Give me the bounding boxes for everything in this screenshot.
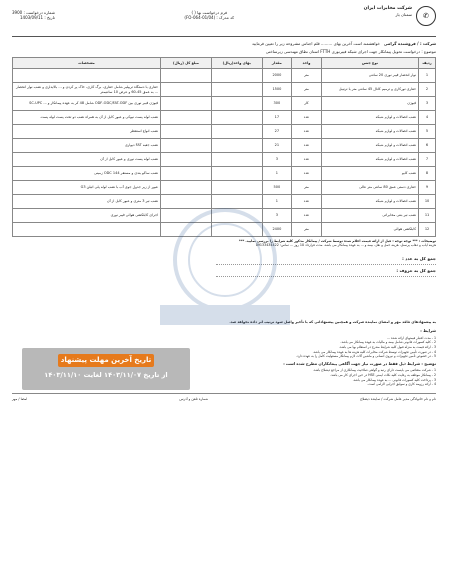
unit-cell: عدد xyxy=(292,125,322,139)
deadline-banner xyxy=(22,348,190,390)
sum-words-label: جمع کل به حروف : xyxy=(216,265,436,277)
unit-price-cell xyxy=(211,167,262,181)
table-row xyxy=(13,83,436,97)
col-header-total: مبلغ کل (ریال) xyxy=(161,58,212,69)
unit-price-cell xyxy=(211,69,262,83)
table-row xyxy=(13,223,436,237)
item-cell: کابلکشی هوائی xyxy=(321,223,418,237)
form-title-block xyxy=(184,6,234,20)
deadline-title: تاریخ آخرین مهلت پیشنهاد xyxy=(58,354,154,367)
row-number-cell: 12 xyxy=(419,223,436,237)
request-number-block xyxy=(12,6,55,20)
note-line-1: توضیحات : *** توجه توجه : قبل از ارائه قیمت اعلام شده توسط شرکت / پیمانکار مذکور کلیه شرایط را بررسی نمایید. *** xyxy=(239,239,436,243)
terms-item: 4 - در صورت تأمین تجهیزات توسط شرکت مخابرات کلیه هزینه ها به عهده پیمانکار می باشد. xyxy=(312,349,436,354)
addressee-line xyxy=(12,39,436,47)
row-number-cell: 8 xyxy=(419,167,436,181)
header xyxy=(12,6,436,34)
qty-cell: 1500 xyxy=(262,83,292,97)
spec-cell xyxy=(13,223,161,237)
unit-cell: متر xyxy=(292,181,322,195)
terms-item: 3 - ارائه قیمت به منزله قبول کلیه شرایط مندرج در استعلام بها می باشد. xyxy=(338,345,436,350)
greeting: خواهشمند است آخرین بهای ......... قلم اجناس مشروحه زیر را تعیین فرمایید xyxy=(252,40,381,46)
qty-cell: 1 xyxy=(262,195,292,209)
unit-price-cell xyxy=(211,125,262,139)
qty-cell: 17 xyxy=(262,111,292,125)
form-code: کد مدرک : (FO-064-01/04) xyxy=(184,15,235,20)
unit-cell: کار xyxy=(292,97,322,111)
signer-label: نام و نام خانوادگی مدیر عامل شرکت / نماینده ذیصلاح xyxy=(360,397,436,402)
table-row xyxy=(13,167,436,181)
terms-item-b: 2 - پیمانکار موظف به رعایت کلیه نکات ایمنی HSE در حین اجرای کار می باشد. xyxy=(330,373,436,378)
subject-line: موضوع : درخواست تحویل پیمانکار جهت اجرای شبکه فیبرنوری FTTH استان نطاق مهندسی زیرساختی xyxy=(265,48,436,54)
totals-section xyxy=(12,253,436,275)
request-date: تاریخ : 1403/09/11 xyxy=(20,15,55,20)
unit-price-cell xyxy=(211,209,262,223)
phone-address-label: شماره تلفن و آدرس xyxy=(179,397,209,402)
form-label: فرم درخواست بها ( ) xyxy=(191,10,228,15)
notice-line: به پیشنهادهای فاقد مهر و امضای نماینده شرکت و همچنین پیشنهاداتی که با تأخیر واصل شود ترتیب اثر داده نخواهد شد. xyxy=(229,320,436,325)
item-cell: نصب اتصالات و لوازم شبکه xyxy=(321,153,418,167)
row-number-cell: 5 xyxy=(419,125,436,139)
col-header-item: نوع جنس xyxy=(321,58,418,69)
item-cell: نصب اتصالات و لوازم شبکه xyxy=(321,195,418,209)
unit-cell: عدد xyxy=(292,209,322,223)
items-table xyxy=(12,57,436,237)
unit-price-cell xyxy=(211,195,262,209)
col-header-row-num: ردیف xyxy=(419,58,436,69)
unit-cell: متر xyxy=(292,83,322,97)
unit-price-cell xyxy=(211,97,262,111)
company-name: شرکت مخابرات ایران xyxy=(363,6,412,11)
item-cell: نصب اتصالات و لوازم شبکه xyxy=(321,125,418,139)
addressee: شرکت : / فروشنده گرامی xyxy=(383,40,436,46)
terms-heading-b: توضیح : شرایط ذیل فقط در صورت نیاز جهت آگاهی پیمانکاران مطرح شده است : xyxy=(283,360,436,366)
row-number-cell: 3 xyxy=(419,97,436,111)
unit-cell: عدد xyxy=(292,111,322,125)
qty-cell: 3 xyxy=(262,153,292,167)
qty-cell: 27 xyxy=(262,125,292,139)
col-header-unit-price: بهای واحد(ریال) xyxy=(211,58,262,69)
qty-cell: 500 xyxy=(262,181,292,195)
terms-item-b: 1 - شرکت متقاضی می بایست دارای رتبه و گواهی صلاحیت پیمانکاری از مراجع ذیصلاح باشد. xyxy=(312,368,436,373)
spec-cell xyxy=(13,69,161,83)
company-block xyxy=(364,6,436,26)
company-unit: سمنان یار xyxy=(395,11,412,17)
spec-cell: حفاری با دستگاه تریپلیر شامل حفاری، برگ کاری، خاک پر کردن و ... بالایداری و نصب نوار انحصار ... به عمق 45-60 و عرض 10 سانتیمتر xyxy=(13,83,161,97)
row-number-cell: 10 xyxy=(419,195,436,209)
col-header-qty: مقدار xyxy=(262,58,292,69)
terms-item-b: 3 - پرداخت کلیه کسورات قانونی ... به عهده پیمانکار می باشد. xyxy=(352,377,436,382)
spec-cell: نصب جعبه FAT دیواری xyxy=(13,139,161,153)
item-cell: حفاری دستی عمق 80 سانتی متر عالی xyxy=(321,181,418,195)
company-logo-icon: ✆ xyxy=(416,6,436,26)
notes-section xyxy=(12,237,436,250)
item-cell: حفاری تورکاری و ترمیم کانال 45 سانتی متر با ترتیبل xyxy=(321,83,418,97)
spec-cell: نصب لوله پست نوری و عبور کابل از آن xyxy=(13,153,161,167)
total-price-cell xyxy=(161,139,212,153)
terms-item: 2 - کلیه کسورات قانونی شامل بیمه و مالیات به عهده پیمانکار می باشد. xyxy=(340,340,436,345)
table-row xyxy=(13,181,436,195)
unit-price-cell xyxy=(211,111,262,125)
table-row xyxy=(13,139,436,153)
unit-price-cell xyxy=(211,83,262,97)
unit-cell: عدد xyxy=(292,167,322,181)
unit-price-cell xyxy=(211,223,262,237)
qty-cell: 2400 xyxy=(262,223,292,237)
spec-cell: اجرای کابلکشی هوائی فیبر نوری xyxy=(13,209,161,223)
unit-cell: عدد xyxy=(292,139,322,153)
row-number-cell: 9 xyxy=(419,181,436,195)
spec-cell: نصب لوله پست نیوکی و عبور کابل از آن به همراه نصب دو تحت پست لوله پست xyxy=(13,111,161,125)
unit-cell: عدد xyxy=(292,195,322,209)
signature-row xyxy=(12,393,436,401)
divider xyxy=(12,36,436,37)
row-number-cell: 6 xyxy=(419,139,436,153)
item-cell: نصب تیر بتنی مخابراتی xyxy=(321,209,418,223)
row-number-cell: 7 xyxy=(419,153,436,167)
item-cell: نوار انحصار فیبر نوری 20 سانتی xyxy=(321,69,418,83)
qty-cell: 1 xyxy=(262,167,292,181)
stamp-label: امضا / مهر xyxy=(12,397,28,402)
item-cell: نصب کابو xyxy=(321,167,418,181)
unit-price-cell xyxy=(211,153,262,167)
row-number-cell: 2 xyxy=(419,83,436,97)
spec-cell: نصب ساکو بندی و مستقر ODC 144 زمینی xyxy=(13,167,161,181)
spec-cell: نصب انواع استقطر xyxy=(13,125,161,139)
row-number-cell: 1 xyxy=(419,69,436,83)
qty-cell: 2000 xyxy=(262,69,292,83)
total-price-cell xyxy=(161,195,212,209)
item-cell: نصب اتصالات و لوازم شبکه xyxy=(321,111,418,125)
row-number-cell: 11 xyxy=(419,209,436,223)
terms-item-b: 4 - ارائه رزومه کاری و سوابق اجرایی الزامی است. xyxy=(367,382,436,387)
unit-cell: متر xyxy=(292,69,322,83)
table-row xyxy=(13,195,436,209)
total-price-cell xyxy=(161,111,212,125)
spec-cell: عبور از زیر جدول جوی آب با نصب لوله پلی اتیلن G3 xyxy=(13,181,161,195)
col-header-spec: مشخصات xyxy=(13,58,161,69)
total-price-cell xyxy=(161,167,212,181)
item-cell: نصب اتصالات و لوازم شبکه xyxy=(321,139,418,153)
total-price-cell xyxy=(161,153,212,167)
table-row xyxy=(13,125,436,139)
unit-cell: عدد xyxy=(292,153,322,167)
deadline-range: از تاریخ ۱۴۰۳/۱۱/۰۷ لغایت ۱۴۰۳/۱۱/۱۰ xyxy=(44,371,168,379)
spec-cell: نصب تیر 3 متری و عبور کابل از آن xyxy=(13,195,161,209)
row-number-cell: 4 xyxy=(419,111,436,125)
note-line-2: هزینه ایاب و ذهاب پرسنل، هزینه حمل و نقل، بیمه و ... به عهده پیمانکار می باشد. مدت قرارداد 10 روز ... تماس: 09133434422 xyxy=(255,243,436,248)
total-price-cell xyxy=(161,83,212,97)
total-price-cell xyxy=(161,223,212,237)
total-price-cell xyxy=(161,181,212,195)
table-header-row xyxy=(13,58,436,69)
unit-cell: متر xyxy=(292,223,322,237)
qty-cell: 300 xyxy=(262,97,292,111)
terms-item: 5 - در خصوص تأمین تجهیزات و نیروی انسانی و ماشین آلات لازم پیمانکار مسئولیت کامل را به عهده دارد. xyxy=(296,354,436,359)
terms-heading-a: شرایط : xyxy=(420,328,436,334)
table-row xyxy=(13,111,436,125)
item-cell: فیوژن xyxy=(321,97,418,111)
col-header-unit: واحد xyxy=(292,58,322,69)
total-price-cell xyxy=(161,209,212,223)
table-row xyxy=(13,69,436,83)
request-number: شماره درخواست : 3900 xyxy=(12,10,55,15)
unit-price-cell xyxy=(211,181,262,195)
table-row xyxy=(13,209,436,223)
unit-price-cell xyxy=(211,139,262,153)
qty-cell: 21 xyxy=(262,139,292,153)
qty-cell: 3 xyxy=(262,209,292,223)
total-price-cell xyxy=(161,97,212,111)
total-price-cell xyxy=(161,69,212,83)
table-row xyxy=(13,97,436,111)
sum-number-label: جمع کل به عدد : xyxy=(216,253,436,265)
spec-cell: فیوژن فیبر نوری بین ODF-ODC/FAT-ODF شامل 48 کر به عهده پیمانکار و ... SC-UPC xyxy=(13,97,161,111)
terms-item: 1 - مدت اعتبار قیمتهای ارائه شده ... xyxy=(386,335,436,340)
table-row xyxy=(13,153,436,167)
total-price-cell xyxy=(161,125,212,139)
